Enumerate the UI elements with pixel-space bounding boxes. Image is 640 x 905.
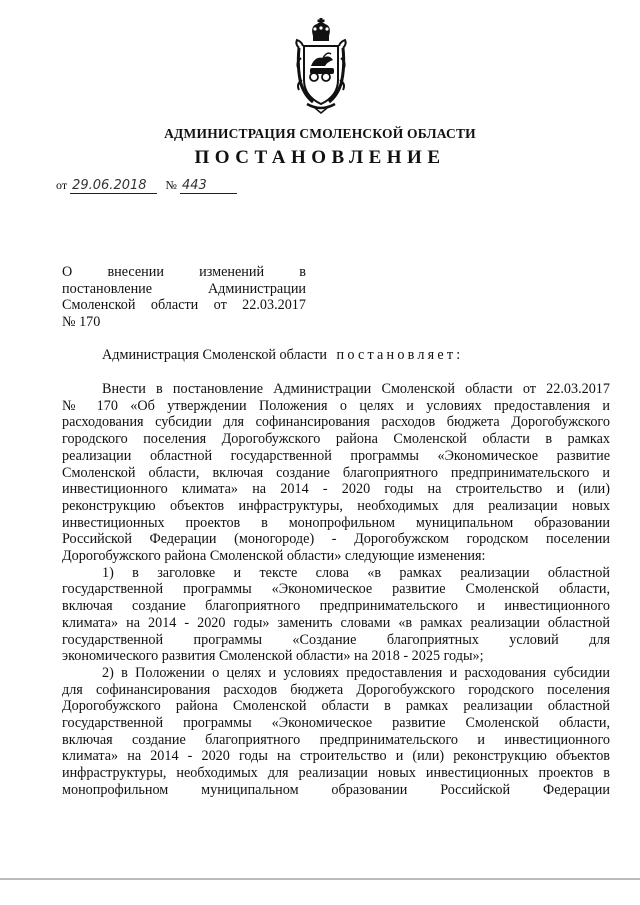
body-line: № 170 «Об утверждении Положения о целях и условиях предоставления и [62,397,610,414]
body-line: включая создание благоприятного предпринимательского и инвестиционного [62,731,610,748]
body-text [62,381,610,799]
body-line: 2) в Положении о целях и условиях предоставления и расходования субсидии [102,664,610,681]
decree-line [102,347,463,364]
body-line: для софинансирования расходов бюджета Дорогобужского городского поселения [62,681,610,698]
document-type-title: ПОСТАНОВЛЕНИЕ [194,147,446,168]
smolensk-coat-of-arms-icon [293,18,349,114]
handwritten-date: 29.06.2018 [70,178,156,194]
body-line: Дорогобужского района Смоленской области» следующие изменения: [62,548,486,565]
subject-block [62,264,306,330]
body-line: инвестиционных проектов в монопрофильном муниципальном образовании [62,514,610,531]
number-prefix: № [165,178,177,192]
body-line: реализации областной государственной программы «Экономическое развитие [62,447,610,464]
subject-line: Смоленской области от 22.03.2017 [62,297,306,314]
body-line: Дорогобужского района Смоленской области в рамках реализации областной [62,698,610,715]
organization-title: АДМИНИСТРАЦИЯ СМОЛЕНСКОЙ ОБЛАСТИ [164,126,476,141]
subject-line: постановление Администрации [62,280,306,297]
body-line: инфраструктуры, необходимых для реализации новых инвестиционных проектов в [62,765,610,782]
body-line: Российской Федерации (моногороде) - Дорогобужском городском поселении [62,531,610,548]
body-line: городского поселения Дорогобужского района Смоленской области в рамках [62,431,610,448]
body-line: государственной программы «Создание благоприятных условий для [62,631,610,648]
date-prefix: от [56,178,68,192]
handwritten-number: 443 [180,178,237,194]
body-line: климата» на 2014 - 2020 годы на строительство и (или) реконструкцию объектов [62,748,610,765]
body-line: Внести в постановление Администрации Смоленской области от 22.03.2017 [102,381,610,397]
body-line: экономического развития Смоленской области» на 2018 - 2025 годы»; [62,648,484,665]
body-line: расходования субсидии для софинансирования расходов бюджета Дорогобужского [62,414,610,431]
body-line: инвестиционного климата» на 2014 - 2020 годы на строительство и (или) [62,481,610,498]
body-line: Смоленской области, включая создание благоприятного предпринимательского и [62,464,610,481]
registration-line [56,178,237,194]
body-line: государственной программы «Экономическое развитие Смоленской области, [62,581,610,598]
body-line: монопрофильном муниципальном образовании Российской Федерации [62,781,610,798]
subject-line: № 170 [62,313,101,330]
body-line: климата» на 2014 - 2020 годы» заменить словами «в рамках реализации областной [62,614,610,631]
body-line: государственной программы «Экономическое развитие Смоленской области, [62,715,610,732]
body-line: включая создание благоприятного предпринимательского и инвестиционного [62,598,610,615]
decree-authority: Администрация Смоленской области [102,347,327,363]
subject-line: О внесении изменений в [62,264,306,280]
page-bottom-edge [0,878,640,880]
body-line: реконструкцию объектов инфраструктуры, необходимых для реализации новых [62,497,610,514]
body-line: 1) в заголовке и тексте слова «в рамках реализации областной [102,564,610,581]
decree-verb: постановляет: [336,347,464,363]
